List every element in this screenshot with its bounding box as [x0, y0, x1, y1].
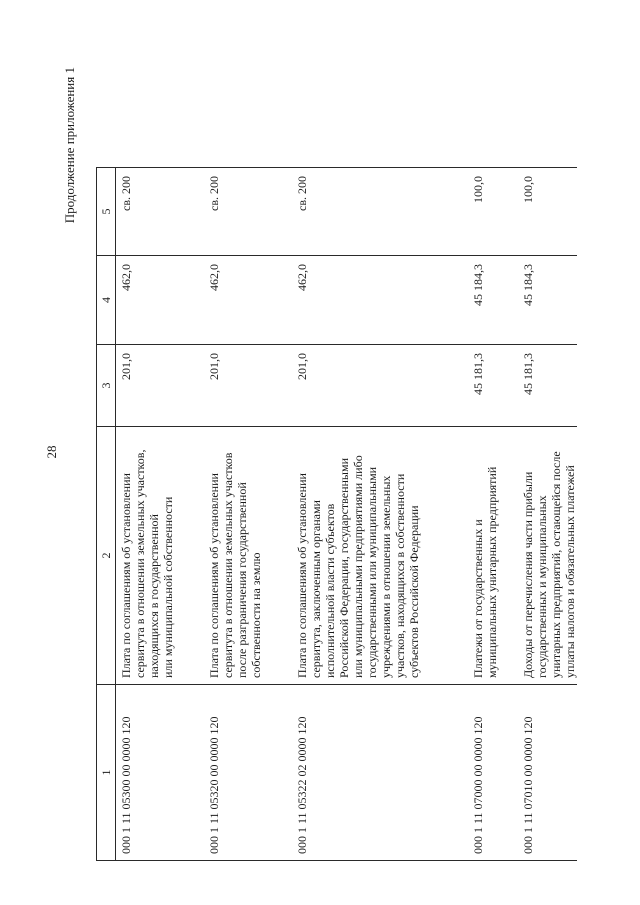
value-col-4: 462,0 [292, 256, 468, 345]
value-col-5: св. 200 [116, 168, 205, 256]
budget-code: 000 1 11 05320 00 0000 120 [204, 685, 292, 861]
budget-code: 000 1 11 07010 00 0000 120 [518, 685, 577, 861]
revenue-name-line: Плата по соглашениям об установлении [295, 473, 309, 678]
table-row [116, 168, 205, 861]
column-header-1: 1 [97, 685, 116, 861]
column-header-3: 3 [97, 345, 116, 427]
table-row [292, 168, 468, 861]
table-row [468, 168, 518, 861]
value-col-4: 462,0 [116, 256, 205, 345]
revenue-table [96, 167, 577, 861]
revenue-name [292, 427, 468, 685]
revenue-name-line: субъектов Российской Федерации [407, 505, 421, 678]
value-col-4: 45 184,3 [468, 256, 518, 345]
value-col-5: 100,0 [518, 168, 577, 256]
column-header-5: 5 [97, 168, 116, 256]
value-col-3: 201,0 [204, 345, 292, 427]
value-col-3: 201,0 [292, 345, 468, 427]
value-col-4: 462,0 [204, 256, 292, 345]
value-col-5: 100,0 [468, 168, 518, 256]
page-number: 28 [44, 445, 59, 459]
revenue-name-line: Доходы от перечисления части прибыли [521, 471, 535, 678]
budget-code: 000 1 11 07000 00 0000 120 [468, 685, 518, 861]
revenue-name-line: сервитута в отношении земельных участков, [133, 449, 147, 678]
value-col-5: св. 200 [292, 168, 468, 256]
revenue-name-line: Российской Федерации, государственными [337, 458, 351, 678]
revenue-name-line: находящихся в государственной [147, 514, 161, 678]
revenue-name-line: или муниципальной собственности [161, 496, 175, 678]
value-col-3: 45 181,3 [518, 345, 577, 427]
budget-code: 000 1 11 05322 02 0000 120 [292, 685, 468, 861]
revenue-name-line: сервитута, заключенным органами [309, 500, 323, 678]
value-col-4: 45 184,3 [518, 256, 577, 345]
value-col-3: 201,0 [116, 345, 205, 427]
revenue-name-line: сервитута в отношении земельных участков [221, 452, 235, 678]
revenue-name [116, 427, 205, 685]
column-header-2: 2 [97, 427, 116, 685]
value-col-3: 45 181,3 [468, 345, 518, 427]
revenue-name [204, 427, 292, 685]
table-row [518, 168, 577, 861]
revenue-name-line: унитарных предприятий, остающейся после [549, 451, 563, 678]
appendix-note: Продолжение приложения 1 [62, 67, 77, 224]
table-header-row [97, 168, 116, 861]
revenue-name-line: учреждениями в отношении земельных [379, 475, 393, 678]
revenue-name-line: муниципальных унитарных предприятий [485, 466, 499, 678]
revenue-name-line: государственными или муниципальными [365, 466, 379, 678]
revenue-name-line: Плата по соглашениям об установлении [119, 473, 133, 678]
revenue-name [518, 427, 577, 685]
revenue-name-line: государственных и муниципальных [535, 495, 549, 678]
revenue-name-line: Платежи от государственных и [471, 519, 485, 678]
revenue-name-line: собственности на землю [249, 552, 263, 678]
column-header-4: 4 [97, 256, 116, 345]
revenue-name [468, 427, 518, 685]
table-row [204, 168, 292, 861]
value-col-5: св. 200 [204, 168, 292, 256]
revenue-name-line: участков, находящихся в собственности [393, 473, 407, 678]
revenue-name-line: исполнительной власти субъектов [323, 503, 337, 678]
revenue-name-line: после разграничения государственной [235, 482, 249, 678]
revenue-name-line: Плата по соглашениям об установлении [207, 473, 221, 678]
budget-code: 000 1 11 05300 00 0000 120 [116, 685, 205, 861]
revenue-name-line: уплаты налогов и обязательных платежей [563, 465, 577, 678]
revenue-name-line: или муниципальными предприятиями либо [351, 455, 365, 678]
